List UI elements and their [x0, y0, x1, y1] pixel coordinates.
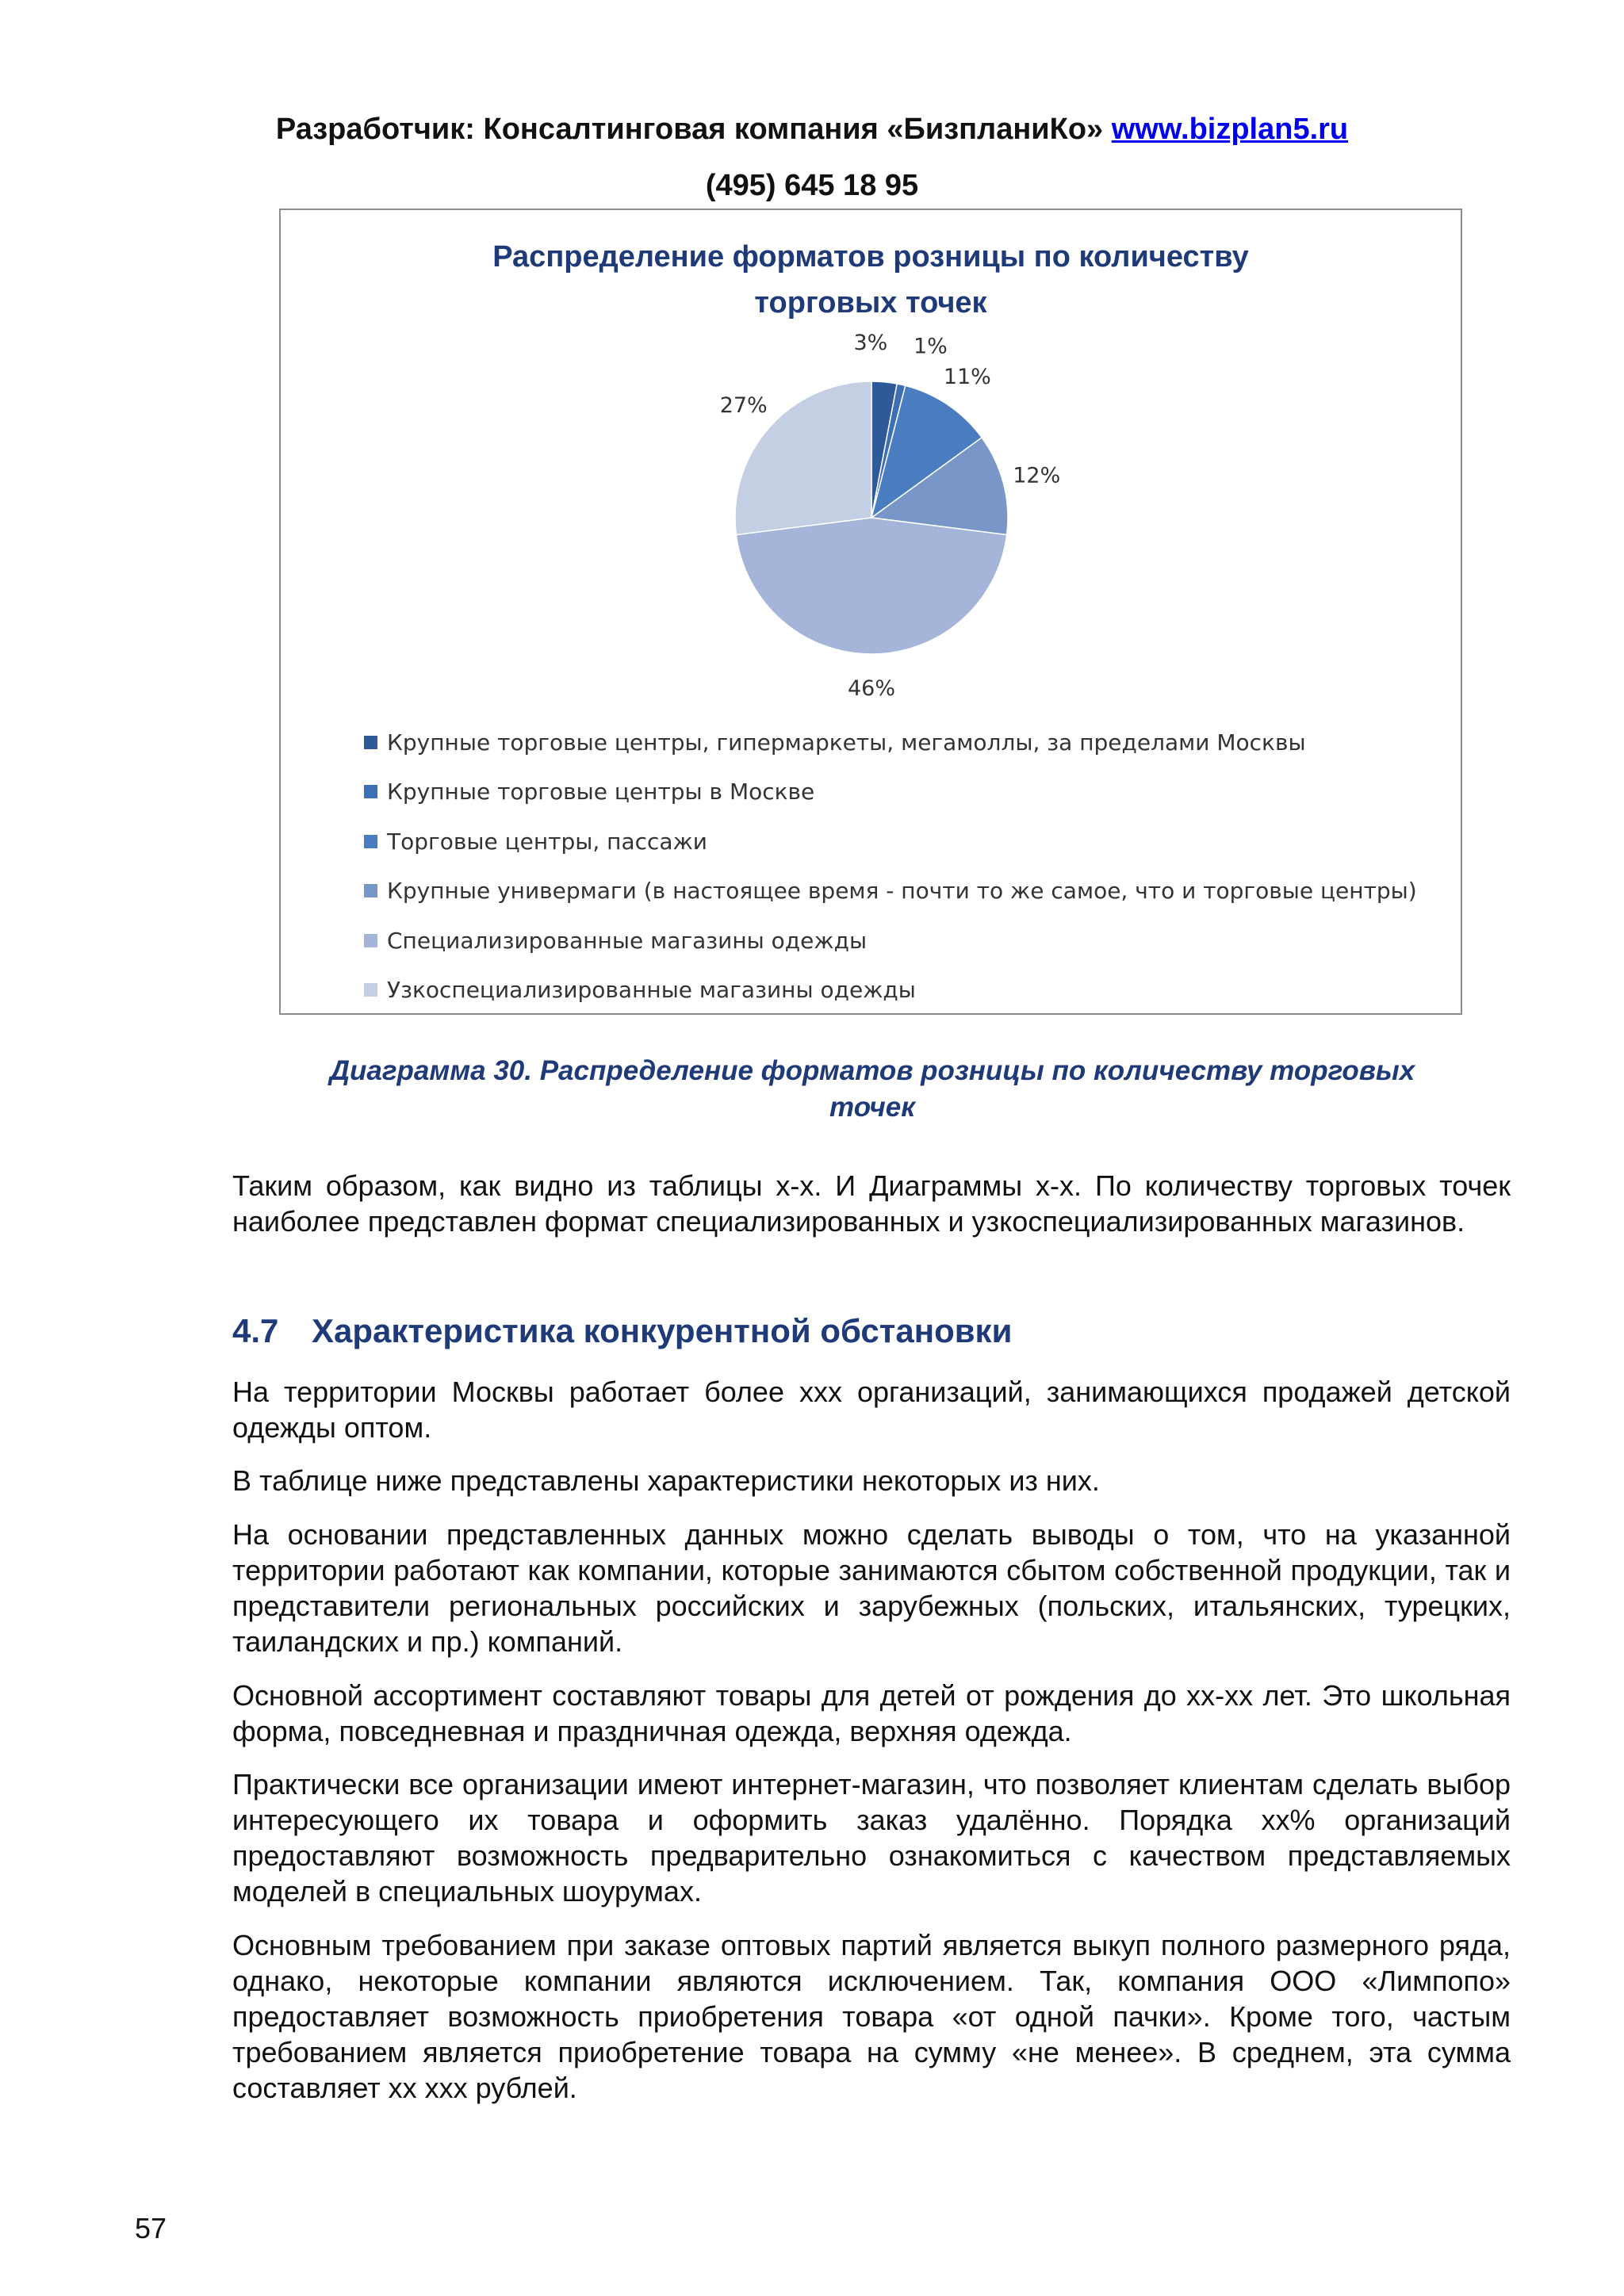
paragraph-assortment: Основной ассортимент составляют товары для детей от рождения до хх-хх лет. Это школьная форма, повседневная и праздничная одежда, верхняя одежда.: [232, 1679, 1511, 1747]
paragraph-table-intro: В таблице ниже представлены характеристики некоторых из них.: [232, 1464, 1100, 1497]
section-heading: [232, 1312, 1012, 1350]
legend-label-4: Крупные универмаги (в настоящее время - почти то же самое, что и торговые центры): [387, 878, 1417, 905]
pie-chart: [279, 209, 1462, 1015]
chart-title-line1: Распределение форматов розницы по количеству: [492, 240, 1249, 274]
legend-swatch-5: [364, 934, 377, 947]
paragraph-order-requirements: Основным требованием при заказе оптовых партий является выкуп полного размерного ряда, однако, некоторые компании являются исключением. Так, компания ООО «Лимпопо» предоставляет возможность приобретения товара «от одной пачки». Кроме того, частым требованием является приобретение товара на сумму «не менее». В среднем, эта сумма составляет хх ххх рублей.: [232, 1929, 1511, 2104]
legend-label-6: Узкоспециализированные магазины одежды: [387, 977, 916, 1004]
chart-legend: [364, 718, 1417, 1015]
paragraph-conclusions: На основании представленных данных можно сделать выводы о том, что на указанной территории работают как компании, которые занимаются сбытом собственной продукции, так и представители региональных российских и зарубежных (польских, итальянских, турецких, таиландских и пр.) компаний.: [232, 1518, 1511, 1658]
legend-item-2: [364, 767, 1417, 817]
legend-item-4: [364, 867, 1417, 916]
legend-item-5: [364, 916, 1417, 966]
phone-number: (495) 645 18 95: [705, 169, 919, 202]
legend-item-6: [364, 966, 1417, 1016]
legend-item-3: [364, 817, 1417, 867]
page-header: [0, 113, 1624, 147]
section-title: Характеристика конкурентной обстановки: [312, 1312, 1013, 1349]
website-link[interactable]: www.bizplan5.ru: [1111, 113, 1349, 146]
pie-label-2: 1%: [914, 334, 948, 359]
section-number: 4.7: [232, 1312, 279, 1349]
legend-label-3: Торговые центры, пассажи: [387, 828, 708, 855]
developer-text: Разработчик: Консалтинговая компания «БизпланиКо»: [275, 113, 1104, 146]
caption-line1: Диаграмма 30. Распределение форматов розницы по количеству торговых: [329, 1055, 1415, 1086]
chart-title-line2: торговых точек: [754, 286, 987, 320]
paragraph-market-size: На территории Москвы работает более ххх организаций, занимающихся продажей детской одежды оптом.: [232, 1376, 1511, 1444]
caption-line2: точек: [829, 1092, 915, 1123]
pie-label-3: 11%: [943, 365, 991, 390]
pie-slice-5: [736, 518, 1006, 654]
legend-swatch-1: [364, 736, 377, 749]
legend-label-2: Крупные торговые центры в Москве: [387, 779, 815, 806]
paragraph-summary: Таким образом, как видно из таблицы х-х. И Диаграммы х-х. По количеству торговых точек наиболее представлен формат специализированных и узкоспециализированных магазинов.: [232, 1169, 1511, 1238]
legend-swatch-6: [364, 983, 377, 997]
pie-label-1: 3%: [853, 330, 888, 355]
paragraph-online-shops: Практически все организации имеют интернет-магазин, что позволяет клиентам сделать выбор интересующего их товара и оформить заказ удалённо. Порядка хх% организаций предоставляют возможность предварительно ознакомиться с качеством представляемых моделей в специальных шоурумах.: [232, 1768, 1511, 1908]
page-number: 57: [135, 2212, 167, 2244]
legend-label-5: Специализированные магазины одежды: [387, 927, 868, 954]
figure-caption: [238, 1053, 1507, 1126]
legend-swatch-4: [364, 884, 377, 897]
pie-label-5: 46%: [847, 676, 896, 701]
pie-label-6: 27%: [719, 392, 768, 418]
legend-swatch-2: [364, 785, 377, 798]
legend-swatch-3: [364, 835, 377, 848]
pie-label-4: 12%: [1013, 463, 1061, 488]
legend-item-1: [364, 718, 1417, 767]
legend-label-1: Крупные торговые центры, гипермаркеты, мегамоллы, за пределами Москвы: [387, 729, 1306, 756]
